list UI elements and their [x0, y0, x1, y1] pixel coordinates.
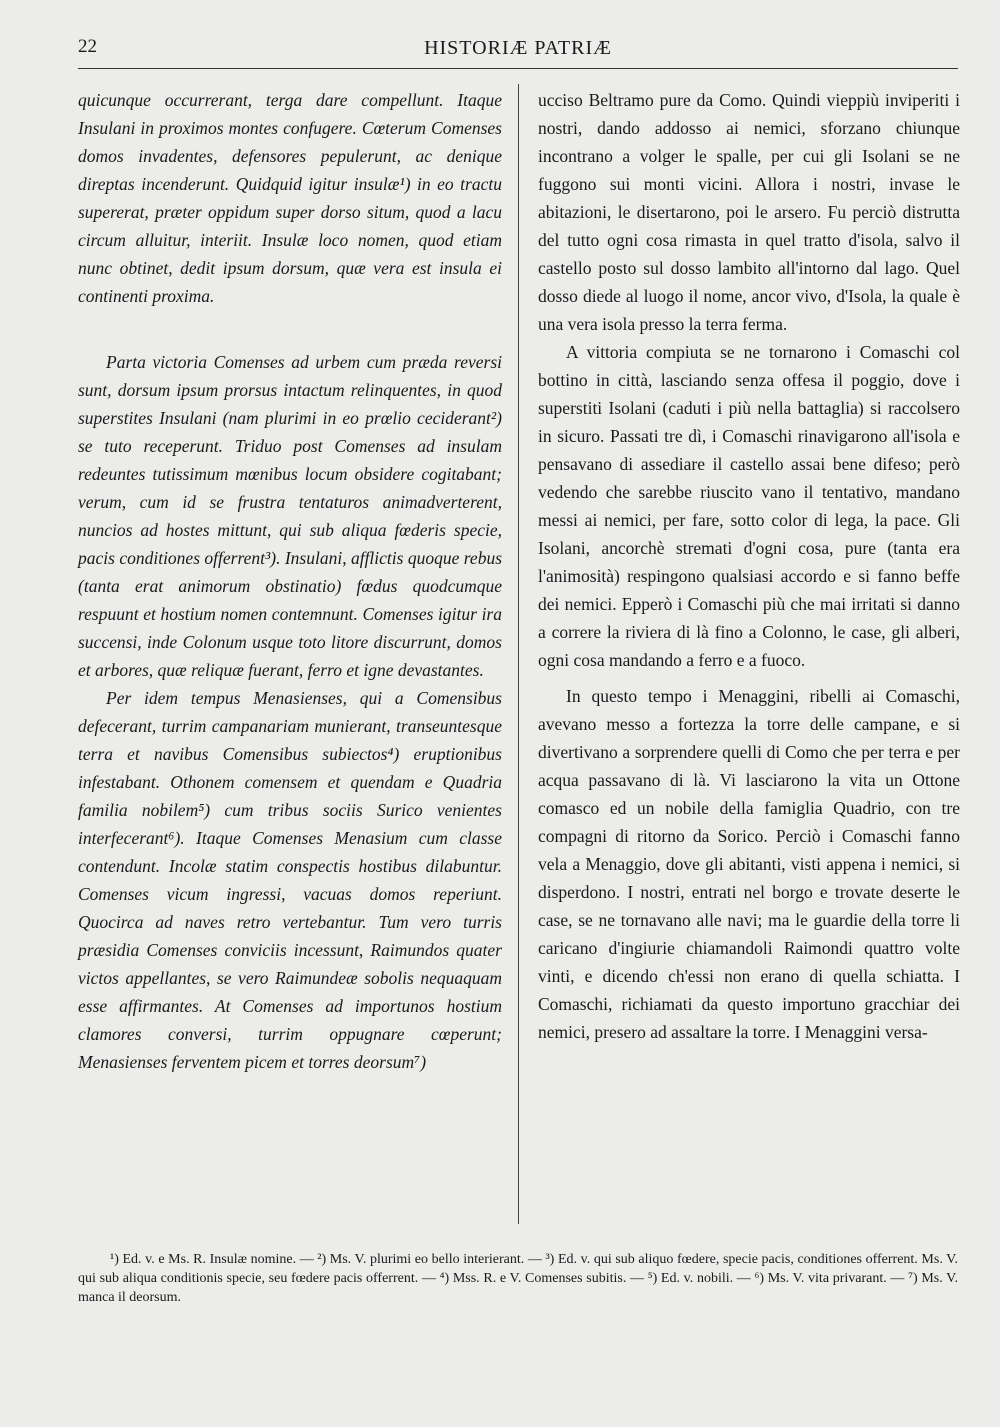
latin-paragraph-2: Parta victoria Comenses ad urbem cum præda reversi sunt, dorsum ipsum prorsus intactum relinquentes, in quod superstites Insulani (nam plurimi in eo prœlio ceciderant²) se tuto receperunt. Triduo post Comenses ad insulam redeuntes tutissimum mœnibus locum obsidere cogitabant; verum, cum id se frustra tentaturos animadverterent, nuncios ad hostes mittunt, qui sub aliqua fœderis specie, pacis conditiones offerrent³). Insulani, afflictis quoque rebus (tanta erat animorum obstinatio) fœdus quodcumque respuunt et hostium nomen contemnunt. Comenses igitur ira succensi, inde Colonum usque toto litore discurrunt, domos et arbores, quæ reliquæ fuerant, ferro et igne devastantes.: [78, 352, 502, 680]
italian-paragraph-3: In questo tempo i Menaggini, ribelli ai Comaschi, avevano messo a fortezza la torre delle campane, e si divertivano a sorprendere quelli di Como che per terra e per acqua passavano di là. Vi lasciarono la vita un Ottone comasco ed un nobile della famiglia Quadrio, con tre compagni di ritorno da Sorico. Perciò i Comaschi fanno vela a Menaggio, dove gli abitanti, visti appena i nemici, si disperdono. I nostri, entrati nel borgo e trovate deserte le case, se ne tornavano alle navi; ma le guardie della torre li caricano d'ingiurie chiamandoli Raimondi quattro volte vinti, e dicendo ch'essi non erano di quella schiatta. I Comaschi, richiamati da questo importuno gracchiar dei nemici, presero ad assaltare la torre. I Menaggini versa-: [538, 686, 960, 1042]
italian-paragraph-2: A vittoria compiuta se ne tornarono i Comaschi col bottino in città, lasciando senza offesa il poggio, dove i superstiti Isolani (caduti i più nella battaglia) si raccolsero in sicuro. Passati tre dì, i Comaschi rinavigarono all'isola e pensavano di assediare il castello assai bene difeso; però vedendo che sarebbe riuscito vano il tentativo, mandano messi ai nemici, per fare, sotto color di lega, la pace. Gli Isolani, ancorchè stremati d'ogni cosa, pure (tanta era l'animosità) respingono qualsiasi accordo e si fanno beffe dei nemici. Epperò i Comaschi più che mai irritati si danno a correre la riviera di là fino a Colonno, le case, gli alberi, ogni cosa mandando a ferro e a fuoco.: [538, 342, 960, 670]
latin-paragraph-1: quicunque occurrerant, terga dare compellunt. Itaque Insulani in proximos montes confugere. Cœterum Comenses domos invadentes, defensores pepulerunt, ac denique direptas incenderunt. Quidquid igitur insulæ¹) in eo tractu supererat, præter oppidum super dorso situm, quod a lacu circum alluitur, interiit. Insulæ loco nomen, quod etiam nunc obtinet, dedit ipsum dorsum, quæ vera est insula ei continenti proxima.: [78, 90, 502, 306]
latin-paragraph-3: Per idem tempus Menasienses, qui a Comensibus defecerant, turrim campanariam munierant, transeuntesque terra et navibus Comensibus subiectos⁴) eruptionibus infestabant. Othonem comensem et quendam e Quadria familia nobilem⁵) cum tribus sociis Surico venientes interfecerant⁶). Itaque Comenses Menasium cum classe contendunt. Incolæ statim conspectis hostibus dilabuntur. Comenses vicum ingressi, vacuas domos reperiunt. Quocirca ad naves retro vertebantur. Tum vero turris præsidia Comenses conviciis incessunt, Raimundos quater victos appellantes, se vero Raimundeæ sobolis nequaquam esse affirmantes. At Comenses ad importunos hostium clamores conversi, turrim oppugnare cœperunt; Menasienses ferventem picem et torres deorsum⁷): [78, 688, 502, 1072]
latin-column: [78, 86, 502, 1076]
page-header: [78, 34, 958, 69]
running-head: HISTORIÆ PATRIÆ: [424, 37, 612, 59]
column-divider: [518, 84, 519, 1224]
footnotes: [78, 1250, 958, 1307]
footnotes-text: ¹) Ed. v. e Ms. R. Insulæ nomine. — ²) Ms. V. plurimi eo bello interierant. — ³) Ed. v. qui sub aliquo fœdere, specie pacis, conditiones offerrent. Ms. V. qui sub aliqua conditionis specie, seu fœdere pacis offerrent. — ⁴) Mss. R. e V. Comenses subitis. — ⁵) Ed. v. nobili. — ⁶) Ms. V. vita privarant. — ⁷) Ms. V. manca il deorsum.: [78, 1252, 958, 1305]
italian-column: [538, 86, 960, 1046]
italian-paragraph-1: ucciso Beltramo pure da Como. Quindi vieppiù inviperiti i nostri, dando addosso ai nemici, sforzano chiunque incontrano a volger le spalle, per cui gli Isolani se ne fuggono sui monti vicini. Allora i nostri, invase le abitazioni, le disertarono, poi le arsero. Fu perciò distrutta del tutto ogni cosa rimasta in quel tratto d'isola, salvo il castello posto sul dosso lambito all'intorno dal lago. Quel dosso diede al luogo il nome, ancor vivo, d'Isola, la quale è una vera isola presso la terra ferma.: [538, 90, 960, 334]
page-number: 22: [78, 36, 97, 57]
